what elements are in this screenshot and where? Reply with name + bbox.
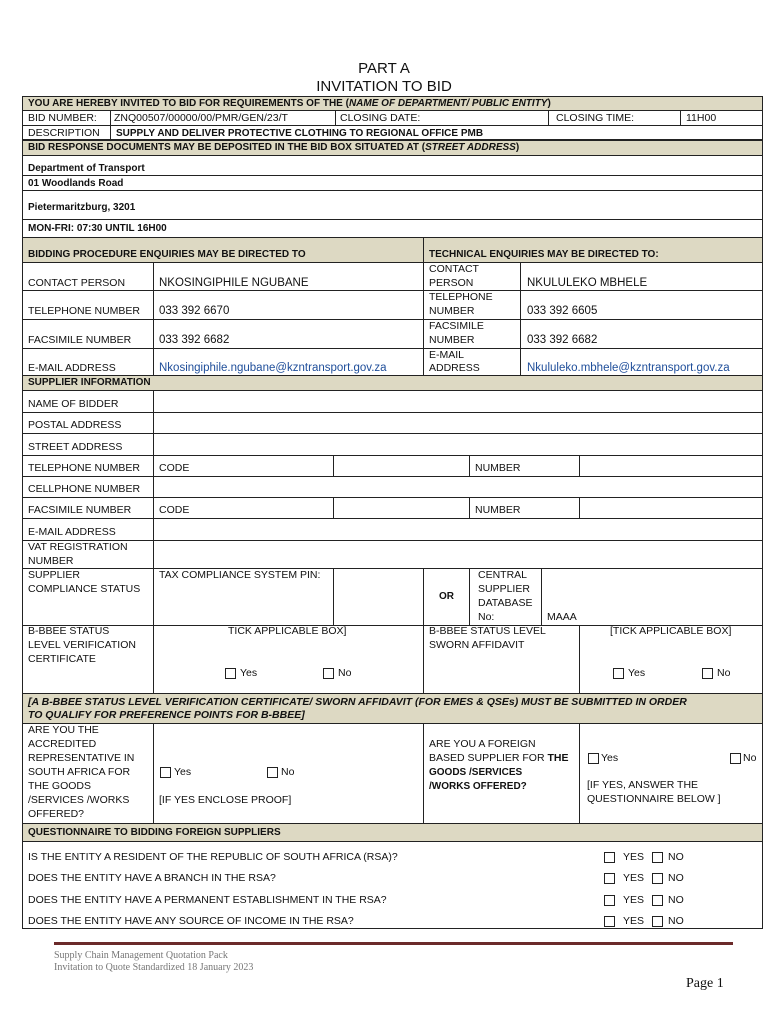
name-of-bidder-label: NAME OF BIDDER [28, 398, 119, 410]
bbbee-affidavit-label-2: SWORN AFFIDAVIT [429, 639, 525, 651]
rep-yes-checkbox[interactable] [160, 767, 171, 778]
q3-no-label: NO [668, 894, 684, 906]
csd-label-4: No: [478, 611, 495, 623]
page-title: INVITATION TO BID [316, 78, 452, 95]
question-4: DOES THE ENTITY HAVE ANY SOURCE OF INCOME IN THE RSA? [28, 915, 354, 927]
tel-number-label: NUMBER [475, 462, 521, 474]
q4-yes-label: YES [623, 915, 645, 927]
bbbee-cert-no-label: No [338, 667, 352, 679]
q1-yes-checkbox[interactable] [604, 852, 615, 863]
tech-email-link[interactable]: Nkululeko.mbhele@kzntransport.gov.za [527, 362, 730, 374]
compliance-label-2: COMPLIANCE STATUS [28, 583, 141, 595]
supplier-fax-label: FACSIMILE NUMBER [28, 504, 132, 516]
rep-proof-note: [IF YES ENCLOSE PROOF] [159, 794, 292, 806]
rep-question: ARE YOU THE ACCREDITED REPRESENTATIVE IN SOUTH AFRICA FOR THE GOODS /SERVICES /WORKS OFFERED? [28, 724, 135, 820]
closing-time-value: 11H00 [686, 112, 717, 124]
bbbee-cert-no-checkbox[interactable] [323, 668, 334, 679]
description-label: DESCRIPTION [28, 127, 100, 139]
bid-number-label: BID NUMBER: [28, 112, 97, 124]
vat-label-1: VAT REGISTRATION [28, 541, 128, 553]
tech-contact-label-2: PERSON [429, 277, 474, 289]
q4-yes-checkbox[interactable] [604, 916, 615, 927]
technical-enquiries-header: TECHNICAL ENQUIRIES MAY BE DIRECTED TO: [429, 249, 659, 260]
tech-tel-value: 033 392 6605 [527, 305, 598, 317]
question-2: DOES THE ENTITY HAVE A BRANCH IN THE RSA? [28, 872, 276, 884]
bid-tel-label: TELEPHONE NUMBER [28, 305, 141, 317]
tel-code-label: CODE [159, 462, 190, 474]
q2-no-checkbox[interactable] [652, 873, 663, 884]
page-number: Page 1 [686, 976, 724, 991]
rep-yes-label: Yes [174, 766, 192, 778]
foreign-question-2: BASED SUPPLIER FOR THE [429, 752, 569, 764]
supplier-email-label: E-MAIL ADDRESS [28, 526, 116, 538]
bbbee-affidavit-yes-label: Yes [628, 667, 646, 679]
rep-no-label: No [281, 766, 295, 778]
footer-divider [54, 942, 733, 945]
bbbee-affidavit-no-checkbox[interactable] [702, 668, 713, 679]
q2-yes-checkbox[interactable] [604, 873, 615, 884]
supplier-tel-label: TELEPHONE NUMBER [28, 462, 141, 474]
bbbee-affidavit-label-1: B-BBEE STATUS LEVEL [429, 625, 546, 637]
vat-label-2: NUMBER [28, 555, 74, 567]
address-line-3: Pietermaritzburg, 3201 [28, 202, 136, 213]
address-line-2: 01 Woodlands Road [28, 178, 124, 189]
bid-fax-value: 033 392 6682 [159, 334, 230, 346]
deposit-header: BID RESPONSE DOCUMENTS MAY BE DEPOSITED IN THE BID BOX SITUATED AT (STREET ADDRESS) [22, 140, 763, 156]
question-1: IS THE ENTITY A RESIDENT OF THE REPUBLIC OF SOUTH AFRICA (RSA)? [28, 851, 398, 863]
office-hours: MON-FRI: 07:30 UNTIL 16H00 [28, 223, 167, 234]
cellphone-label: CELLPHONE NUMBER [28, 483, 141, 495]
tech-contact-value: NKULULEKO MBHELE [527, 277, 648, 289]
q3-yes-checkbox[interactable] [604, 895, 615, 906]
tech-tel-label-2: NUMBER [429, 305, 475, 317]
q4-no-label: NO [668, 915, 684, 927]
tech-email-label-1: E-MAIL [429, 349, 465, 361]
foreign-answer-note-2: QUESTIONNAIRE BELOW ] [587, 793, 721, 805]
tax-pin-label: TAX COMPLIANCE SYSTEM PIN: [159, 569, 321, 581]
questionnaire-header: QUESTIONNAIRE TO BIDDING FOREIGN SUPPLIERS [22, 823, 763, 842]
csd-prefix: MAAA [547, 611, 577, 623]
foreign-no-checkbox[interactable] [730, 753, 741, 764]
csd-label-2: SUPPLIER [478, 583, 530, 595]
q4-no-checkbox[interactable] [652, 916, 663, 927]
foreign-yes-label: Yes [601, 752, 619, 764]
bbbee-cert-yes-checkbox[interactable] [225, 668, 236, 679]
bbbee-cert-label-2: LEVEL VERIFICATION [28, 639, 136, 651]
q2-yes-label: YES [623, 872, 645, 884]
q1-yes-label: YES [623, 851, 645, 863]
part-label: PART A [358, 60, 410, 77]
address-line-1: Department of Transport [28, 163, 145, 174]
supplier-info-header: SUPPLIER INFORMATION [22, 375, 763, 391]
bbbee-notice: [A B-BBEE STATUS LEVEL VERIFICATION CERTIFICATE/ SWORN AFFIDAVIT (FOR EMES & QSEs) MUST BE SUBMITTED IN ORDER TO QUALIFY FOR PREFERENCE POINTS FOR B-BBEE] [22, 693, 763, 724]
bbbee-cert-label-3: CERTIFICATE [28, 653, 96, 665]
bid-contact-value: NKOSINGIPHILE NGUBANE [159, 277, 309, 289]
fax-number-label: NUMBER [475, 504, 521, 516]
footer-line-1: Supply Chain Management Quotation Pack [54, 950, 228, 961]
bid-fax-label: FACSIMILE NUMBER [28, 334, 132, 346]
bidding-enquiries-header: BIDDING PROCEDURE ENQUIRIES MAY BE DIRECTED TO [28, 249, 306, 260]
bbbee-affidavit-no-label: No [717, 667, 731, 679]
bbbee-cert-label-1: B-BBEE STATUS [28, 625, 110, 637]
rep-no-checkbox[interactable] [267, 767, 278, 778]
foreign-yes-checkbox[interactable] [588, 753, 599, 764]
foreign-question-3: GOODS /SERVICES [429, 767, 523, 778]
q1-no-label: NO [668, 851, 684, 863]
tech-fax-label-2: NUMBER [429, 334, 475, 346]
tech-fax-label-1: FACSIMILE [429, 320, 484, 332]
bbbee-tick-instruction-2: [TICK APPLICABLE BOX] [610, 625, 732, 637]
foreign-no-label: No [743, 752, 757, 764]
q3-yes-label: YES [623, 894, 645, 906]
description-value: SUPPLY AND DELIVER PROTECTIVE CLOTHING TO REGIONAL OFFICE PMB [116, 128, 484, 139]
fax-code-label: CODE [159, 504, 190, 516]
tech-email-label-2: ADDRESS [429, 362, 480, 374]
tech-fax-value: 033 392 6682 [527, 334, 598, 346]
question-3: DOES THE ENTITY HAVE A PERMANENT ESTABLISHMENT IN THE RSA? [28, 894, 387, 906]
q3-no-checkbox[interactable] [652, 895, 663, 906]
tech-tel-label-1: TELEPHONE [429, 291, 493, 303]
bid-tel-value: 033 392 6670 [159, 305, 230, 317]
closing-time-label: CLOSING TIME: [556, 112, 634, 124]
bbbee-tick-instruction-1: TICK APPLICABLE BOX] [228, 625, 347, 637]
q2-no-label: NO [668, 872, 684, 884]
enquiries-header [22, 237, 763, 263]
foreign-question-4: /WORKS OFFERED? [429, 781, 527, 792]
tech-contact-label-1: CONTACT [429, 263, 479, 275]
bid-number-value: ZNQ00507/00000/00/PMR/GEN/23/T [114, 112, 288, 124]
csd-label-1: CENTRAL [478, 569, 528, 581]
closing-date-label: CLOSING DATE: [340, 112, 421, 124]
q1-no-checkbox[interactable] [652, 852, 663, 863]
bbbee-cert-yes-label: Yes [240, 667, 258, 679]
foreign-question-1: ARE YOU A FOREIGN [429, 738, 536, 750]
or-label: OR [439, 591, 454, 602]
postal-address-label: POSTAL ADDRESS [28, 419, 122, 431]
bid-email-label: E-MAIL ADDRESS [28, 362, 116, 374]
invite-header: YOU ARE HEREBY INVITED TO BID FOR REQUIREMENTS OF THE (NAME OF DEPARTMENT/ PUBLIC ENTITY) [22, 96, 763, 111]
csd-label-3: DATABASE [478, 597, 533, 609]
bbbee-affidavit-yes-checkbox[interactable] [613, 668, 624, 679]
footer-line-2: Invitation to Quote Standardized 18 January 2023 [54, 962, 254, 973]
street-address-label: STREET ADDRESS [28, 441, 123, 453]
bid-email-link[interactable]: Nkosingiphile.ngubane@kzntransport.gov.za [159, 362, 387, 374]
bid-contact-label: CONTACT PERSON [28, 277, 126, 289]
foreign-answer-note-1: [IF YES, ANSWER THE [587, 779, 699, 791]
compliance-label-1: SUPPLIER [28, 569, 80, 581]
